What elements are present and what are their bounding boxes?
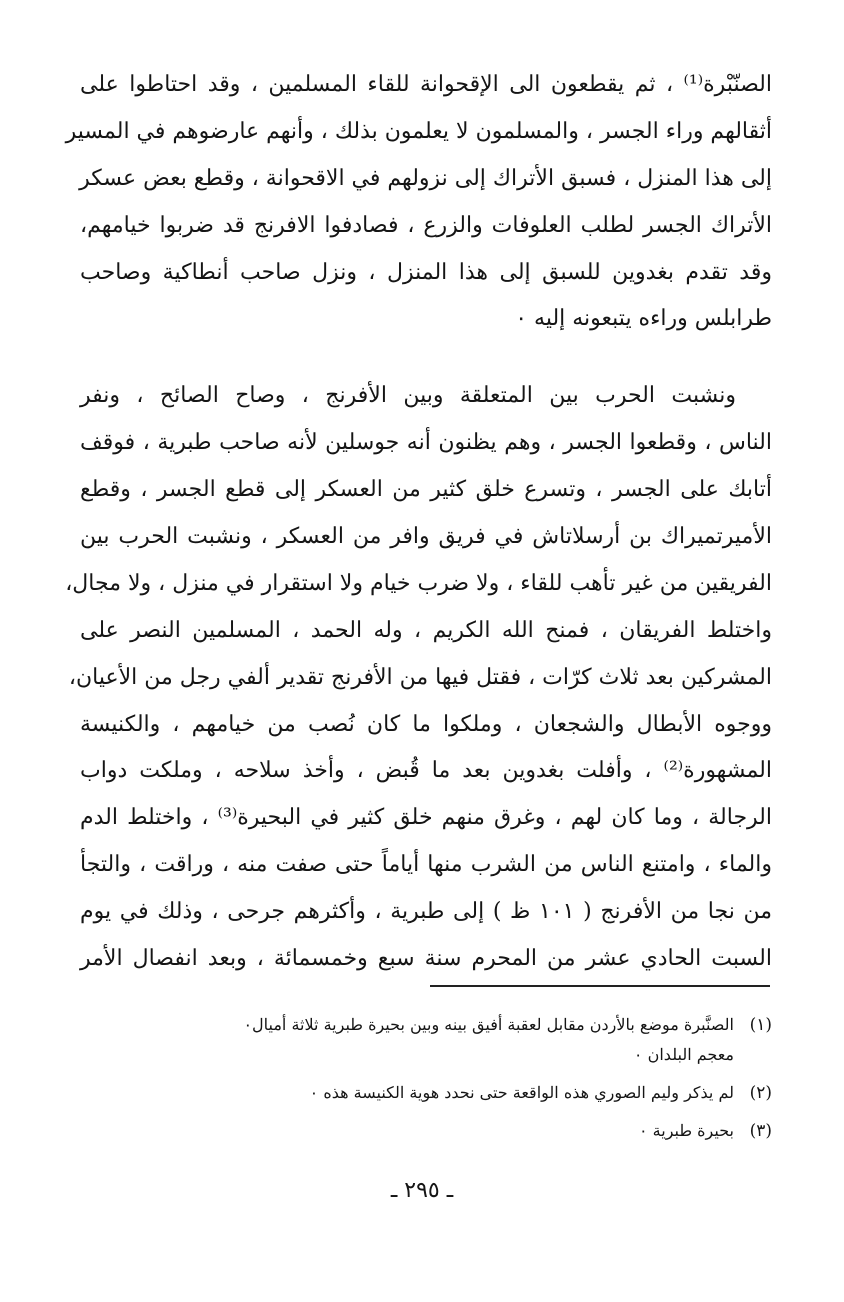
text-line: الأتراك الجسر لطلب العلوفات والزرع ، فصادفوا الافرنج قد ضربوا خيامهم، (80, 212, 772, 238)
text-line: المشركين بعد ثلاث كرّات ، فقتل فيها من الأفرنج تقدير ألفي رجل من الأعيان، (68, 664, 772, 690)
text-line: الأميرتميراك بن أرسلاتاش في فريق وافر من العسكر ، ونشبت الحرب بين (80, 524, 772, 550)
text-line: المشهورة⁽²⁾ ، وأفلت بغدوين بعد ما قُبض ، وأخذ سلاحه ، وملكت دواب (80, 758, 772, 784)
footnote-text: الصنَّبرة موضع بالأردن مقابل لعقبة أفيق بينه وبين بحيرة طبرية ثلاثة أميال٠ (243, 1015, 734, 1034)
text-line: طرابلس وراءه يتبعونه إليه ٠ (515, 306, 772, 332)
main-text (65, 62, 772, 983)
footnote-gap (80, 1108, 772, 1116)
text-line: السبت الحادي عشر من المحرم سنة سبع وخمسمائة ، وبعد انفصال الأمر (80, 946, 772, 972)
text-line: والماء ، وامتنع الناس من الشرب منها أياماً حتى صفت منه ، وراقت ، والتجأ (80, 852, 772, 878)
footnote-text: بحيرة طبرية ٠ (638, 1121, 734, 1140)
text-line: الناس ، وقطعوا الجسر ، وهم يظنون أنه جوسلين لأنه صاحب طبرية ، فوقف (80, 430, 772, 456)
text-line: أثقالهم وراء الجسر ، والمسلمون لا يعلمون بذلك ، وأنهم عارضوهم في المسير (65, 118, 772, 144)
paragraph-2 (65, 373, 772, 983)
footnote-text: لم يذكر وليم الصوري هذه الواقعة حتى نحدد هوية الكنيسة هذه ٠ (309, 1083, 734, 1102)
footnote-number: (١) (749, 1015, 772, 1035)
text-line: من نجا من الأفرنج ( ١٠١ ظ ) إلى طبرية ، وأكثرهم جرحى ، وذلك في يوم (80, 899, 772, 925)
paragraph-1 (65, 62, 772, 343)
footnotes (80, 1010, 772, 1146)
text-line: أتابك على الجسر ، وتسرع خلق كثير من العسكر إلى قطع الجسر ، وقطع (80, 477, 772, 503)
footnote-3 (80, 1116, 772, 1146)
text-line: الفريقين من غير تأهب للقاء ، ولا ضرب خيام ولا استقرار في منزل ، ولا مجال، (65, 570, 772, 596)
footnote-2 (80, 1078, 772, 1108)
paragraph-gap (80, 343, 772, 373)
footnote-gap (80, 1070, 772, 1078)
text-line: ونشبت الحرب بين المتعلقة وبين الأفرنج ، وصاح الصائح ، ونفر (80, 383, 736, 409)
text-line: واختلط الفريقان ، فمنح الله الكريم ، وله الحمد ، المسلمين النصر على (80, 617, 772, 643)
footnote-number: (٣) (749, 1121, 772, 1141)
page-number: ـ ٢٩٥ ـ (390, 1178, 454, 1203)
footnote-continuation: معجم البلدان ٠ (633, 1045, 734, 1064)
footnote-1 (80, 1010, 772, 1040)
text-line: ووجوه الأبطال والشجعان ، وملكوا ما كان نُصب من خيامهم ، والكنيسة (80, 711, 772, 737)
text-line: الصنّبْرة⁽¹⁾ ، ثم يقطعون الى الإقحوانة للقاء المسلمين ، وقد احتاطوا على (80, 72, 772, 97)
footnote-divider (430, 985, 770, 987)
text-line: الرجالة ، وما كان لهم ، وغرق منهم خلق كثير في البحيرة⁽³⁾ ، واختلط الدم (80, 805, 772, 831)
text-line: وقد تقدم بغدوين للسبق إلى هذا المنزل ، ونزل صاحب أنطاكية وصاحب (80, 259, 772, 285)
text-line: إلى هذا المنزل ، فسبق الأتراك إلى نزولهم في الاقحوانة ، وقطع بعض عسكر (79, 165, 772, 191)
footnote-number: (٢) (749, 1083, 772, 1103)
